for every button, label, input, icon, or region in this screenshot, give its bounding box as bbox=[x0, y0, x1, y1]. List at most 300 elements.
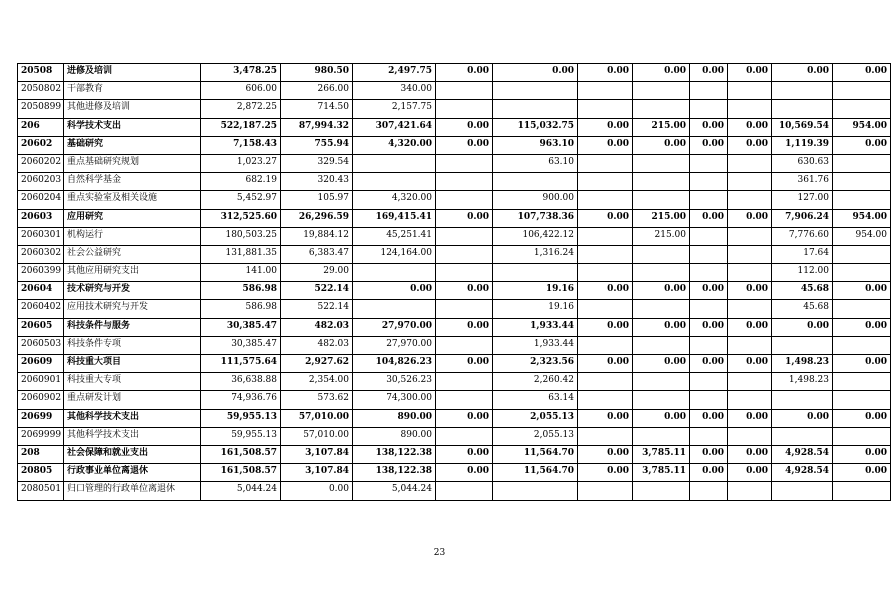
cell-col-7 bbox=[633, 336, 690, 354]
cell-total: 3,478.25 bbox=[201, 64, 281, 82]
cell-col-11: 0.00 bbox=[833, 282, 891, 300]
cell-col-8: 0.00 bbox=[690, 136, 728, 154]
table-row bbox=[18, 64, 891, 82]
table-row bbox=[18, 282, 891, 300]
cell-total: 5,452.97 bbox=[201, 191, 281, 209]
cell-item-name: 重点研发计划 bbox=[64, 391, 201, 409]
cell-col-7 bbox=[633, 82, 690, 100]
cell-col-11 bbox=[833, 373, 891, 391]
cell-col-5: 1,316.24 bbox=[493, 245, 578, 263]
cell-col-3: 307,421.64 bbox=[353, 118, 436, 136]
cell-col-4 bbox=[436, 154, 493, 172]
cell-col-10: 0.00 bbox=[772, 318, 833, 336]
cell-col-3: 27,970.00 bbox=[353, 318, 436, 336]
cell-col-10 bbox=[772, 482, 833, 500]
cell-col-11 bbox=[833, 336, 891, 354]
cell-col-3: 4,320.00 bbox=[353, 136, 436, 154]
cell-col-11: 0.00 bbox=[833, 464, 891, 482]
table-row bbox=[18, 300, 891, 318]
cell-col-7: 3,785.11 bbox=[633, 464, 690, 482]
cell-code: 2060399 bbox=[18, 264, 64, 282]
cell-col-5: 107,738.36 bbox=[493, 209, 578, 227]
cell-col-2: 29.00 bbox=[281, 264, 353, 282]
cell-col-2: 3,107.84 bbox=[281, 445, 353, 463]
cell-col-2: 105.97 bbox=[281, 191, 353, 209]
cell-col-10: 361.76 bbox=[772, 173, 833, 191]
cell-col-5: 19.16 bbox=[493, 282, 578, 300]
cell-col-9: 0.00 bbox=[728, 209, 772, 227]
cell-col-2: 19,884.12 bbox=[281, 227, 353, 245]
cell-total: 59,955.13 bbox=[201, 427, 281, 445]
cell-col-11: 0.00 bbox=[833, 136, 891, 154]
cell-col-10: 4,928.54 bbox=[772, 464, 833, 482]
cell-col-10: 1,498.23 bbox=[772, 373, 833, 391]
cell-col-8 bbox=[690, 82, 728, 100]
cell-col-4 bbox=[436, 245, 493, 263]
cell-total: 30,385.47 bbox=[201, 336, 281, 354]
cell-col-7: 215.00 bbox=[633, 227, 690, 245]
cell-col-11 bbox=[833, 300, 891, 318]
cell-code: 2060402 bbox=[18, 300, 64, 318]
cell-col-9 bbox=[728, 336, 772, 354]
cell-col-5: 900.00 bbox=[493, 191, 578, 209]
page-number: 23 bbox=[433, 548, 446, 558]
cell-item-name: 技术研究与开发 bbox=[64, 282, 201, 300]
cell-item-name: 基础研究 bbox=[64, 136, 201, 154]
cell-col-8 bbox=[690, 391, 728, 409]
cell-col-9: 0.00 bbox=[728, 464, 772, 482]
cell-item-name: 社会公益研究 bbox=[64, 245, 201, 263]
cell-col-4: 0.00 bbox=[436, 118, 493, 136]
cell-col-3: 340.00 bbox=[353, 82, 436, 100]
cell-col-5: 11,564.70 bbox=[493, 445, 578, 463]
cell-col-8: 0.00 bbox=[690, 464, 728, 482]
cell-col-9 bbox=[728, 82, 772, 100]
cell-col-7 bbox=[633, 300, 690, 318]
cell-col-6: 0.00 bbox=[578, 136, 633, 154]
cell-item-name: 干部教育 bbox=[64, 82, 201, 100]
cell-col-5 bbox=[493, 482, 578, 500]
cell-col-5 bbox=[493, 173, 578, 191]
cell-item-name: 自然科学基金 bbox=[64, 173, 201, 191]
cell-col-10 bbox=[772, 427, 833, 445]
cell-col-5: 63.10 bbox=[493, 154, 578, 172]
cell-code: 2050802 bbox=[18, 82, 64, 100]
cell-col-6: 0.00 bbox=[578, 445, 633, 463]
cell-col-4 bbox=[436, 391, 493, 409]
cell-col-11 bbox=[833, 191, 891, 209]
cell-col-7: 0.00 bbox=[633, 64, 690, 82]
cell-col-6 bbox=[578, 264, 633, 282]
cell-col-5: 115,032.75 bbox=[493, 118, 578, 136]
cell-code: 2060901 bbox=[18, 373, 64, 391]
cell-col-11: 954.00 bbox=[833, 118, 891, 136]
cell-col-8 bbox=[690, 264, 728, 282]
cell-col-10: 1,119.39 bbox=[772, 136, 833, 154]
cell-total: 586.98 bbox=[201, 282, 281, 300]
cell-col-2: 522.14 bbox=[281, 282, 353, 300]
cell-col-4 bbox=[436, 100, 493, 118]
cell-col-5: 2,260.42 bbox=[493, 373, 578, 391]
table-row bbox=[18, 391, 891, 409]
cell-col-11 bbox=[833, 391, 891, 409]
cell-col-6 bbox=[578, 336, 633, 354]
cell-item-name: 科学技术支出 bbox=[64, 118, 201, 136]
table-body bbox=[18, 64, 891, 501]
cell-code: 20603 bbox=[18, 209, 64, 227]
cell-col-8: 0.00 bbox=[690, 409, 728, 427]
cell-col-11: 0.00 bbox=[833, 409, 891, 427]
cell-col-2: 57,010.00 bbox=[281, 427, 353, 445]
cell-col-6 bbox=[578, 482, 633, 500]
cell-col-8 bbox=[690, 482, 728, 500]
cell-col-2: 714.50 bbox=[281, 100, 353, 118]
cell-code: 2069999 bbox=[18, 427, 64, 445]
cell-total: 312,525.60 bbox=[201, 209, 281, 227]
cell-item-name: 重点基础研究规划 bbox=[64, 154, 201, 172]
cell-col-3: 2,157.75 bbox=[353, 100, 436, 118]
cell-col-9 bbox=[728, 100, 772, 118]
cell-col-3: 890.00 bbox=[353, 409, 436, 427]
cell-col-11: 0.00 bbox=[833, 318, 891, 336]
cell-col-4 bbox=[436, 482, 493, 500]
cell-col-4 bbox=[436, 82, 493, 100]
cell-col-3: 27,970.00 bbox=[353, 336, 436, 354]
cell-col-11: 954.00 bbox=[833, 209, 891, 227]
cell-col-7: 215.00 bbox=[633, 118, 690, 136]
cell-col-6: 0.00 bbox=[578, 355, 633, 373]
cell-col-11: 0.00 bbox=[833, 445, 891, 463]
cell-col-6: 0.00 bbox=[578, 64, 633, 82]
cell-col-10: 630.63 bbox=[772, 154, 833, 172]
cell-col-2: 482.03 bbox=[281, 336, 353, 354]
cell-col-9 bbox=[728, 391, 772, 409]
table-row bbox=[18, 336, 891, 354]
cell-col-4 bbox=[436, 336, 493, 354]
cell-col-6: 0.00 bbox=[578, 464, 633, 482]
cell-col-10: 10,569.54 bbox=[772, 118, 833, 136]
cell-col-4 bbox=[436, 373, 493, 391]
cell-col-7 bbox=[633, 154, 690, 172]
cell-col-6 bbox=[578, 391, 633, 409]
cell-col-5: 1,933.44 bbox=[493, 336, 578, 354]
cell-col-8: 0.00 bbox=[690, 64, 728, 82]
cell-total: 36,638.88 bbox=[201, 373, 281, 391]
cell-col-8 bbox=[690, 191, 728, 209]
cell-col-10: 0.00 bbox=[772, 409, 833, 427]
table-row bbox=[18, 100, 891, 118]
cell-col-10: 127.00 bbox=[772, 191, 833, 209]
cell-col-10: 45.68 bbox=[772, 300, 833, 318]
cell-col-10 bbox=[772, 82, 833, 100]
cell-col-3: 0.00 bbox=[353, 282, 436, 300]
cell-col-3: 104,826.23 bbox=[353, 355, 436, 373]
cell-col-7 bbox=[633, 427, 690, 445]
cell-col-3: 2,497.75 bbox=[353, 64, 436, 82]
cell-col-2: 57,010.00 bbox=[281, 409, 353, 427]
cell-col-11: 954.00 bbox=[833, 227, 891, 245]
cell-col-8 bbox=[690, 373, 728, 391]
cell-item-name: 其他科学技术支出 bbox=[64, 427, 201, 445]
cell-col-11: 0.00 bbox=[833, 355, 891, 373]
cell-col-5: 11,564.70 bbox=[493, 464, 578, 482]
table-row bbox=[18, 318, 891, 336]
cell-col-5: 19.16 bbox=[493, 300, 578, 318]
cell-col-9: 0.00 bbox=[728, 355, 772, 373]
table-row bbox=[18, 482, 891, 500]
cell-total: 131,881.35 bbox=[201, 245, 281, 263]
cell-col-2: 573.62 bbox=[281, 391, 353, 409]
table-row bbox=[18, 82, 891, 100]
cell-col-6 bbox=[578, 82, 633, 100]
cell-col-4: 0.00 bbox=[436, 464, 493, 482]
cell-item-name: 归口管理的行政单位离退休 bbox=[64, 482, 201, 500]
cell-col-6: 0.00 bbox=[578, 409, 633, 427]
cell-total: 2,872.25 bbox=[201, 100, 281, 118]
cell-col-8: 0.00 bbox=[690, 355, 728, 373]
cell-col-5 bbox=[493, 100, 578, 118]
cell-col-7: 3,785.11 bbox=[633, 445, 690, 463]
cell-col-4 bbox=[436, 227, 493, 245]
cell-col-9 bbox=[728, 427, 772, 445]
cell-col-2: 329.54 bbox=[281, 154, 353, 172]
cell-col-3: 45,251.41 bbox=[353, 227, 436, 245]
cell-col-11 bbox=[833, 173, 891, 191]
cell-col-5: 1,933.44 bbox=[493, 318, 578, 336]
cell-total: 606.00 bbox=[201, 82, 281, 100]
cell-col-9: 0.00 bbox=[728, 118, 772, 136]
cell-col-5: 2,055.13 bbox=[493, 427, 578, 445]
cell-col-8 bbox=[690, 300, 728, 318]
cell-code: 2060203 bbox=[18, 173, 64, 191]
cell-col-7 bbox=[633, 173, 690, 191]
cell-col-8 bbox=[690, 154, 728, 172]
table-row bbox=[18, 136, 891, 154]
cell-col-2: 522.14 bbox=[281, 300, 353, 318]
cell-col-2: 320.43 bbox=[281, 173, 353, 191]
cell-total: 522,187.25 bbox=[201, 118, 281, 136]
table-row bbox=[18, 209, 891, 227]
cell-total: 7,158.43 bbox=[201, 136, 281, 154]
cell-col-6: 0.00 bbox=[578, 318, 633, 336]
cell-code: 2080501 bbox=[18, 482, 64, 500]
cell-col-2: 2,927.62 bbox=[281, 355, 353, 373]
table-row bbox=[18, 118, 891, 136]
cell-col-3: 138,122.38 bbox=[353, 445, 436, 463]
cell-col-5: 2,323.56 bbox=[493, 355, 578, 373]
cell-code: 2060301 bbox=[18, 227, 64, 245]
cell-item-name: 机构运行 bbox=[64, 227, 201, 245]
table-row bbox=[18, 373, 891, 391]
cell-col-6 bbox=[578, 373, 633, 391]
cell-col-7 bbox=[633, 264, 690, 282]
cell-col-8: 0.00 bbox=[690, 118, 728, 136]
cell-item-name: 应用技术研究与开发 bbox=[64, 300, 201, 318]
cell-col-2: 2,354.00 bbox=[281, 373, 353, 391]
cell-col-9 bbox=[728, 245, 772, 263]
cell-col-11 bbox=[833, 100, 891, 118]
cell-col-11 bbox=[833, 154, 891, 172]
cell-col-5: 63.14 bbox=[493, 391, 578, 409]
cell-item-name: 科技重大项目 bbox=[64, 355, 201, 373]
cell-total: 1,023.27 bbox=[201, 154, 281, 172]
cell-col-5: 106,422.12 bbox=[493, 227, 578, 245]
cell-col-9: 0.00 bbox=[728, 64, 772, 82]
cell-col-2: 980.50 bbox=[281, 64, 353, 82]
cell-col-7 bbox=[633, 373, 690, 391]
cell-col-7: 215.00 bbox=[633, 209, 690, 227]
cell-col-8 bbox=[690, 336, 728, 354]
cell-total: 74,936.76 bbox=[201, 391, 281, 409]
cell-col-3 bbox=[353, 173, 436, 191]
cell-col-3: 4,320.00 bbox=[353, 191, 436, 209]
cell-col-4: 0.00 bbox=[436, 445, 493, 463]
cell-col-4: 0.00 bbox=[436, 136, 493, 154]
cell-col-4 bbox=[436, 191, 493, 209]
cell-col-2: 3,107.84 bbox=[281, 464, 353, 482]
cell-col-4: 0.00 bbox=[436, 64, 493, 82]
cell-col-5 bbox=[493, 264, 578, 282]
cell-col-2: 755.94 bbox=[281, 136, 353, 154]
table-row bbox=[18, 191, 891, 209]
cell-col-2: 6,383.47 bbox=[281, 245, 353, 263]
cell-col-4 bbox=[436, 173, 493, 191]
cell-col-3: 74,300.00 bbox=[353, 391, 436, 409]
cell-col-10: 4,928.54 bbox=[772, 445, 833, 463]
cell-code: 2060302 bbox=[18, 245, 64, 263]
table-row bbox=[18, 245, 891, 263]
cell-col-10 bbox=[772, 100, 833, 118]
cell-col-11 bbox=[833, 427, 891, 445]
cell-item-name: 科技条件与服务 bbox=[64, 318, 201, 336]
cell-col-4 bbox=[436, 427, 493, 445]
cell-col-3 bbox=[353, 264, 436, 282]
cell-col-3: 169,415.41 bbox=[353, 209, 436, 227]
cell-col-10 bbox=[772, 336, 833, 354]
budget-table bbox=[17, 63, 891, 501]
cell-code: 20605 bbox=[18, 318, 64, 336]
table-row bbox=[18, 427, 891, 445]
cell-item-name: 科技重大专项 bbox=[64, 373, 201, 391]
cell-code: 20699 bbox=[18, 409, 64, 427]
cell-item-name: 应用研究 bbox=[64, 209, 201, 227]
cell-total: 111,575.64 bbox=[201, 355, 281, 373]
cell-col-7: 0.00 bbox=[633, 136, 690, 154]
cell-col-9 bbox=[728, 300, 772, 318]
cell-col-2: 0.00 bbox=[281, 482, 353, 500]
cell-col-6 bbox=[578, 245, 633, 263]
cell-total: 586.98 bbox=[201, 300, 281, 318]
cell-col-6: 0.00 bbox=[578, 209, 633, 227]
cell-col-4: 0.00 bbox=[436, 282, 493, 300]
cell-col-11 bbox=[833, 82, 891, 100]
cell-col-8: 0.00 bbox=[690, 282, 728, 300]
table-row bbox=[18, 445, 891, 463]
cell-col-6 bbox=[578, 173, 633, 191]
cell-col-4: 0.00 bbox=[436, 409, 493, 427]
cell-col-11 bbox=[833, 264, 891, 282]
cell-col-6: 0.00 bbox=[578, 282, 633, 300]
table-row bbox=[18, 355, 891, 373]
cell-col-2: 266.00 bbox=[281, 82, 353, 100]
cell-col-6 bbox=[578, 100, 633, 118]
cell-col-9: 0.00 bbox=[728, 318, 772, 336]
cell-code: 20609 bbox=[18, 355, 64, 373]
cell-col-10: 112.00 bbox=[772, 264, 833, 282]
cell-col-7 bbox=[633, 191, 690, 209]
cell-col-6 bbox=[578, 191, 633, 209]
cell-col-3: 5,044.24 bbox=[353, 482, 436, 500]
cell-col-5: 2,055.13 bbox=[493, 409, 578, 427]
cell-col-8: 0.00 bbox=[690, 209, 728, 227]
cell-col-7: 0.00 bbox=[633, 282, 690, 300]
cell-col-4 bbox=[436, 264, 493, 282]
cell-col-3: 138,122.38 bbox=[353, 464, 436, 482]
cell-item-name: 社会保障和就业支出 bbox=[64, 445, 201, 463]
cell-code: 20604 bbox=[18, 282, 64, 300]
cell-code: 20602 bbox=[18, 136, 64, 154]
cell-col-3: 30,526.23 bbox=[353, 373, 436, 391]
cell-item-name: 其他应用研究支出 bbox=[64, 264, 201, 282]
cell-col-3: 890.00 bbox=[353, 427, 436, 445]
table-row bbox=[18, 409, 891, 427]
cell-col-10: 45.68 bbox=[772, 282, 833, 300]
cell-col-11 bbox=[833, 482, 891, 500]
cell-col-8 bbox=[690, 427, 728, 445]
cell-col-10: 7,906.24 bbox=[772, 209, 833, 227]
cell-col-10: 17.64 bbox=[772, 245, 833, 263]
cell-col-6 bbox=[578, 300, 633, 318]
cell-col-11 bbox=[833, 245, 891, 263]
cell-col-6 bbox=[578, 227, 633, 245]
cell-col-10: 7,776.60 bbox=[772, 227, 833, 245]
cell-col-9 bbox=[728, 191, 772, 209]
cell-col-10 bbox=[772, 391, 833, 409]
cell-col-9 bbox=[728, 482, 772, 500]
table-row bbox=[18, 464, 891, 482]
cell-col-6 bbox=[578, 427, 633, 445]
cell-col-9 bbox=[728, 227, 772, 245]
cell-col-9: 0.00 bbox=[728, 282, 772, 300]
cell-col-7: 0.00 bbox=[633, 409, 690, 427]
cell-item-name: 重点实验室及相关设施 bbox=[64, 191, 201, 209]
cell-col-4: 0.00 bbox=[436, 209, 493, 227]
cell-total: 682.19 bbox=[201, 173, 281, 191]
cell-col-2: 87,994.32 bbox=[281, 118, 353, 136]
cell-col-7: 0.00 bbox=[633, 355, 690, 373]
cell-code: 20805 bbox=[18, 464, 64, 482]
cell-total: 161,508.57 bbox=[201, 464, 281, 482]
cell-col-9 bbox=[728, 154, 772, 172]
cell-col-2: 482.03 bbox=[281, 318, 353, 336]
cell-col-5: 963.10 bbox=[493, 136, 578, 154]
cell-col-9: 0.00 bbox=[728, 136, 772, 154]
cell-col-7 bbox=[633, 391, 690, 409]
cell-code: 2060503 bbox=[18, 336, 64, 354]
cell-col-8 bbox=[690, 227, 728, 245]
cell-col-4: 0.00 bbox=[436, 355, 493, 373]
cell-col-4: 0.00 bbox=[436, 318, 493, 336]
cell-total: 30,385.47 bbox=[201, 318, 281, 336]
cell-col-7: 0.00 bbox=[633, 318, 690, 336]
cell-total: 141.00 bbox=[201, 264, 281, 282]
cell-col-5: 0.00 bbox=[493, 64, 578, 82]
cell-code: 2060204 bbox=[18, 191, 64, 209]
table-row bbox=[18, 154, 891, 172]
cell-code: 206 bbox=[18, 118, 64, 136]
cell-col-10: 1,498.23 bbox=[772, 355, 833, 373]
cell-col-3 bbox=[353, 154, 436, 172]
